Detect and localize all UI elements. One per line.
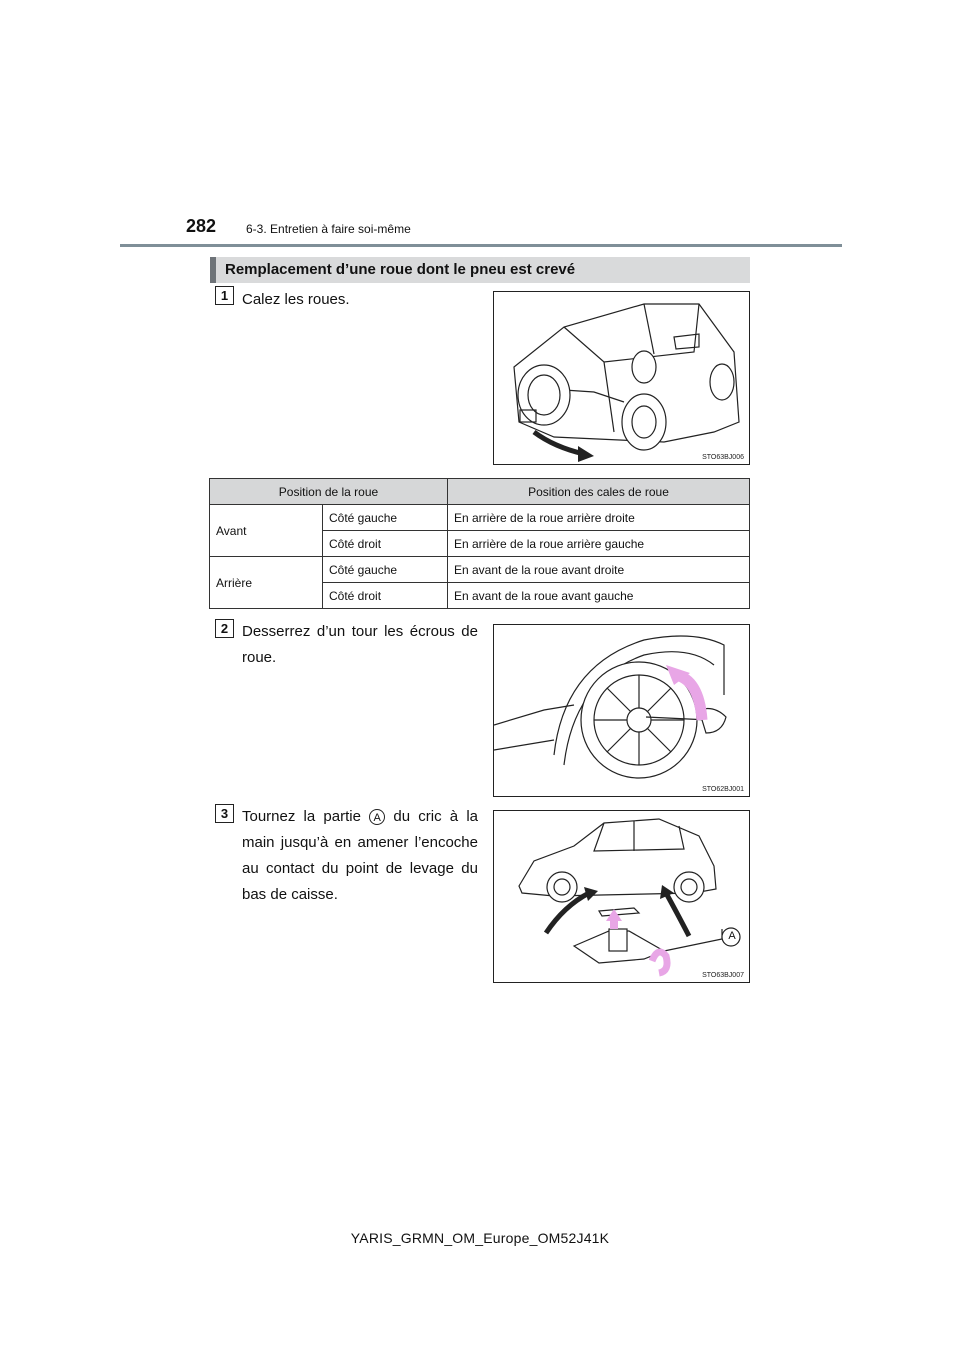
table-cell-group: Avant — [210, 505, 323, 557]
wheel-chock-table — [209, 478, 750, 609]
car-chock-illustration — [494, 292, 749, 464]
table-header-row — [210, 479, 750, 505]
step-1-badge: 1 — [215, 286, 234, 305]
step-3-text-before: Tournez la partie — [242, 808, 361, 825]
figure-label-a: A — [728, 930, 736, 942]
table-header-chock: Position des cales de roue — [448, 479, 750, 505]
step-3-text — [242, 804, 478, 908]
jack-illustration — [494, 811, 749, 982]
table-cell-chock: En avant de la roue avant droite — [448, 557, 750, 583]
figure-code-2: STO62BJ001 — [702, 786, 744, 793]
section-label: 6-3. Entretien à faire soi-même — [246, 222, 411, 236]
document-footer: YARIS_GRMN_OM_Europe_OM52J41K — [350, 1230, 610, 1246]
page-number: 282 — [186, 216, 217, 236]
step-2-text: Desserrez d’un tour les écrous de roue. — [242, 623, 478, 666]
table-cell-side: Côté droit — [323, 531, 448, 557]
wheel-wrench-illustration — [494, 625, 749, 796]
step-2-badge: 2 — [215, 619, 234, 638]
step-3-badge: 3 — [215, 804, 234, 823]
table-header-wheel: Position de la roue — [210, 479, 448, 505]
table-cell-chock: En arrière de la roue arrière gauche — [448, 531, 750, 557]
figure-jack — [493, 810, 750, 983]
section-title-bar — [210, 257, 750, 283]
table-row — [210, 557, 750, 583]
figure-code-1: STO63BJ006 — [702, 454, 744, 461]
table-cell-chock: En arrière de la roue arrière droite — [448, 505, 750, 531]
section-accent — [210, 257, 216, 283]
header-rule — [120, 244, 842, 247]
table-cell-side: Côté gauche — [323, 557, 448, 583]
figure-code-3: STO63BJ007 — [702, 972, 744, 979]
table-cell-chock: En avant de la roue avant gauche — [448, 583, 750, 609]
marker-a: A — [369, 809, 385, 825]
figure-loosen-nuts — [493, 624, 750, 797]
section-title: Remplacement d’une roue dont le pneu est crevé — [225, 261, 576, 278]
table-row — [210, 505, 750, 531]
table-cell-side: Côté droit — [323, 583, 448, 609]
figure-wheel-chock — [493, 291, 750, 465]
table-cell-side: Côté gauche — [323, 505, 448, 531]
step-3-text-after: du cric à la main jusqu’à en amener l’encoche au contact du point de levage du bas de caisse. — [242, 808, 478, 903]
step-1-text: Calez les roues. — [242, 291, 350, 308]
table-cell-group: Arrière — [210, 557, 323, 609]
